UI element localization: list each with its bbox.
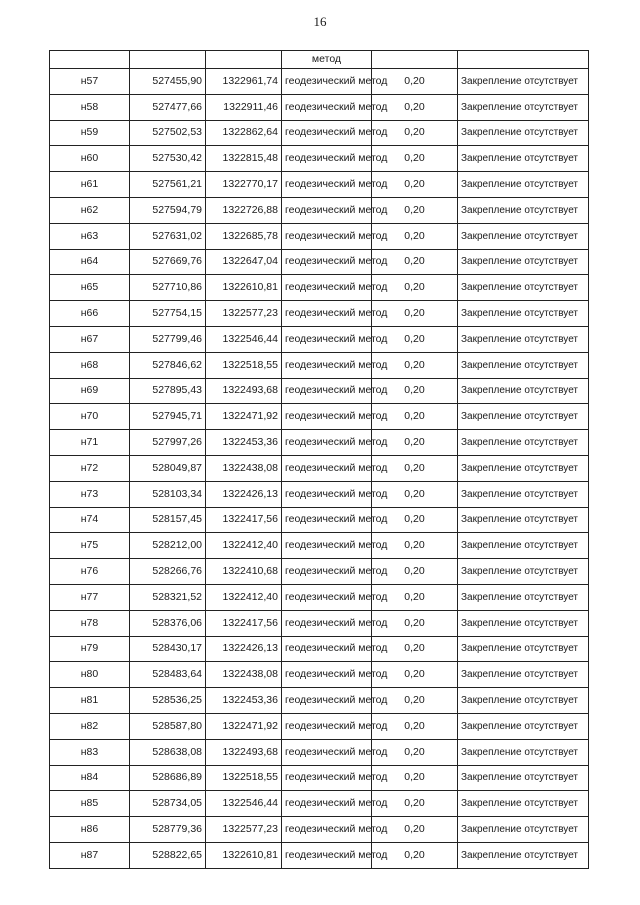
- cell-coordinate-y: 1322911,46: [206, 94, 282, 120]
- cell-fixation: Закрепление отсутствует: [458, 455, 589, 481]
- cell-accuracy: 0,20: [372, 842, 458, 868]
- cell-coordinate-x: 527846,62: [130, 352, 206, 378]
- cell-coordinate-x: 528212,00: [130, 533, 206, 559]
- cell-fixation: Закрепление отсутствует: [458, 69, 589, 95]
- page-number: 16: [313, 14, 327, 29]
- cell-accuracy: 0,20: [372, 172, 458, 198]
- cell-coordinate-x: 527502,53: [130, 120, 206, 146]
- cell-accuracy: 0,20: [372, 791, 458, 817]
- cell-method: геодезический метод: [282, 817, 372, 843]
- cell-method: геодезический метод: [282, 197, 372, 223]
- table-row: [50, 791, 589, 817]
- cell-point-number: н87: [50, 842, 130, 868]
- table-row: [50, 223, 589, 249]
- cell-method: геодезический метод: [282, 688, 372, 714]
- cell-point-number: н67: [50, 326, 130, 352]
- cell-method: геодезический метод: [282, 662, 372, 688]
- cell-coordinate-y: 1322610,81: [206, 275, 282, 301]
- cell-method: геодезический метод: [282, 94, 372, 120]
- cell-fixation: Закрепление отсутствует: [458, 430, 589, 456]
- cell-accuracy: 0,20: [372, 249, 458, 275]
- cell-fixation: Закрепление отсутствует: [458, 197, 589, 223]
- table-row: [50, 481, 589, 507]
- cell-fixation: Закрепление отсутствует: [458, 481, 589, 507]
- cell-fixation: Закрепление отсутствует: [458, 610, 589, 636]
- cell-fixation: Закрепление отсутствует: [458, 765, 589, 791]
- cell-coordinate-x: 527530,42: [130, 146, 206, 172]
- cell-fixation: Закрепление отсутствует: [458, 223, 589, 249]
- table-row: [50, 610, 589, 636]
- cell-coordinate-y: 1322438,08: [206, 662, 282, 688]
- cell-accuracy: 0,20: [372, 662, 458, 688]
- cell-coordinate-y: 1322412,40: [206, 533, 282, 559]
- cell-coordinate-x: 527799,46: [130, 326, 206, 352]
- cell-point-number: н65: [50, 275, 130, 301]
- cell-coordinate-y: 1322493,68: [206, 378, 282, 404]
- cell-fixation: Закрепление отсутствует: [458, 817, 589, 843]
- cell-point-number: н72: [50, 455, 130, 481]
- cell-coordinate-y: 1322471,92: [206, 404, 282, 430]
- cell-coordinate-x: 527477,66: [130, 94, 206, 120]
- cell-point-number: н84: [50, 765, 130, 791]
- cell-method: геодезический метод: [282, 172, 372, 198]
- cell-accuracy: 0,20: [372, 584, 458, 610]
- cell-accuracy: 0,20: [372, 455, 458, 481]
- cell-fixation: Закрепление отсутствует: [458, 301, 589, 327]
- cell-method: геодезический метод: [282, 559, 372, 585]
- cell-fixation: Закрепление отсутствует: [458, 584, 589, 610]
- table-row: [50, 739, 589, 765]
- cell-fixation: Закрепление отсутствует: [458, 404, 589, 430]
- cell-point-number: н78: [50, 610, 130, 636]
- cell-fixation: Закрепление отсутствует: [458, 275, 589, 301]
- cell-accuracy: 0,20: [372, 94, 458, 120]
- cell-coordinate-y: 1322453,36: [206, 430, 282, 456]
- cell-point-number: н61: [50, 172, 130, 198]
- cell-coordinate-x: 527997,26: [130, 430, 206, 456]
- cell-fixation: Закрепление отсутствует: [458, 249, 589, 275]
- cell-accuracy: 0,20: [372, 559, 458, 585]
- cell-method: геодезический метод: [282, 146, 372, 172]
- cell-accuracy: 0,20: [372, 430, 458, 456]
- table-row: [50, 559, 589, 585]
- cell-method: геодезический метод: [282, 481, 372, 507]
- cell-coordinate-x: 528587,80: [130, 713, 206, 739]
- continuation-cell-fixation: [458, 51, 589, 69]
- table-row: [50, 636, 589, 662]
- table-row: [50, 378, 589, 404]
- cell-coordinate-y: 1322417,56: [206, 610, 282, 636]
- cell-point-number: н79: [50, 636, 130, 662]
- cell-coordinate-y: 1322471,92: [206, 713, 282, 739]
- cell-coordinate-x: 528686,89: [130, 765, 206, 791]
- cell-fixation: Закрепление отсутствует: [458, 326, 589, 352]
- cell-coordinate-x: 528734,05: [130, 791, 206, 817]
- cell-point-number: н76: [50, 559, 130, 585]
- cell-coordinate-y: 1322412,40: [206, 584, 282, 610]
- cell-coordinate-x: 528321,52: [130, 584, 206, 610]
- table-row: [50, 455, 589, 481]
- cell-point-number: н73: [50, 481, 130, 507]
- continuation-row: [50, 51, 589, 69]
- cell-coordinate-x: 527669,76: [130, 249, 206, 275]
- cell-point-number: н86: [50, 817, 130, 843]
- table-row: [50, 765, 589, 791]
- cell-coordinate-x: 528376,06: [130, 610, 206, 636]
- cell-coordinate-y: 1322610,81: [206, 842, 282, 868]
- cell-coordinate-x: 528638,08: [130, 739, 206, 765]
- cell-point-number: н58: [50, 94, 130, 120]
- cell-coordinate-y: 1322417,56: [206, 507, 282, 533]
- cell-method: геодезический метод: [282, 507, 372, 533]
- cell-accuracy: 0,20: [372, 223, 458, 249]
- cell-accuracy: 0,20: [372, 352, 458, 378]
- table-row: [50, 249, 589, 275]
- cell-fixation: Закрепление отсутствует: [458, 146, 589, 172]
- cell-method: геодезический метод: [282, 69, 372, 95]
- cell-coordinate-y: 1322770,17: [206, 172, 282, 198]
- cell-point-number: н60: [50, 146, 130, 172]
- table-row: [50, 352, 589, 378]
- table-row: [50, 404, 589, 430]
- cell-point-number: н64: [50, 249, 130, 275]
- cell-coordinate-y: 1322577,23: [206, 817, 282, 843]
- cell-method: геодезический метод: [282, 765, 372, 791]
- cell-coordinate-y: 1322546,44: [206, 791, 282, 817]
- cell-point-number: н59: [50, 120, 130, 146]
- cell-method: геодезический метод: [282, 584, 372, 610]
- cell-accuracy: 0,20: [372, 301, 458, 327]
- cell-accuracy: 0,20: [372, 507, 458, 533]
- cell-method: геодезический метод: [282, 533, 372, 559]
- cell-accuracy: 0,20: [372, 275, 458, 301]
- cell-coordinate-x: 528536,25: [130, 688, 206, 714]
- cell-fixation: Закрепление отсутствует: [458, 688, 589, 714]
- continuation-cell-method: метод: [282, 51, 372, 69]
- cell-point-number: н68: [50, 352, 130, 378]
- cell-coordinate-x: 528779,36: [130, 817, 206, 843]
- cell-point-number: н85: [50, 791, 130, 817]
- cell-coordinate-x: 527631,02: [130, 223, 206, 249]
- cell-method: геодезический метод: [282, 275, 372, 301]
- table-row: [50, 94, 589, 120]
- table-row: [50, 146, 589, 172]
- cell-point-number: н83: [50, 739, 130, 765]
- cell-coordinate-y: 1322410,68: [206, 559, 282, 585]
- cell-point-number: н81: [50, 688, 130, 714]
- table-row: [50, 326, 589, 352]
- cell-fixation: Закрепление отсутствует: [458, 94, 589, 120]
- cell-fixation: Закрепление отсутствует: [458, 172, 589, 198]
- cell-coordinate-y: 1322546,44: [206, 326, 282, 352]
- continuation-cell-x: [130, 51, 206, 69]
- cell-coordinate-y: 1322518,55: [206, 352, 282, 378]
- cell-coordinate-y: 1322961,74: [206, 69, 282, 95]
- cell-coordinate-x: 527754,15: [130, 301, 206, 327]
- cell-point-number: н77: [50, 584, 130, 610]
- cell-fixation: Закрепление отсутствует: [458, 739, 589, 765]
- table-row: [50, 688, 589, 714]
- cell-accuracy: 0,20: [372, 326, 458, 352]
- cell-accuracy: 0,20: [372, 636, 458, 662]
- cell-point-number: н63: [50, 223, 130, 249]
- cell-method: геодезический метод: [282, 223, 372, 249]
- table-row: [50, 172, 589, 198]
- table-row: [50, 507, 589, 533]
- cell-coordinate-x: 527455,90: [130, 69, 206, 95]
- cell-method: геодезический метод: [282, 842, 372, 868]
- cell-coordinate-y: 1322726,88: [206, 197, 282, 223]
- cell-point-number: н69: [50, 378, 130, 404]
- cell-fixation: Закрепление отсутствует: [458, 713, 589, 739]
- cell-accuracy: 0,20: [372, 817, 458, 843]
- cell-fixation: Закрепление отсутствует: [458, 791, 589, 817]
- cell-accuracy: 0,20: [372, 378, 458, 404]
- table-row: [50, 662, 589, 688]
- cell-coordinate-y: 1322518,55: [206, 765, 282, 791]
- table-row: [50, 197, 589, 223]
- cell-coordinate-y: 1322426,13: [206, 481, 282, 507]
- cell-coordinate-x: 527594,79: [130, 197, 206, 223]
- table-row: [50, 817, 589, 843]
- cell-accuracy: 0,20: [372, 197, 458, 223]
- continuation-cell-accuracy: [372, 51, 458, 69]
- cell-fixation: Закрепление отсутствует: [458, 636, 589, 662]
- cell-coordinate-y: 1322862,64: [206, 120, 282, 146]
- continuation-cell-point: [50, 51, 130, 69]
- cell-point-number: н74: [50, 507, 130, 533]
- cell-point-number: н57: [50, 69, 130, 95]
- cell-method: геодезический метод: [282, 636, 372, 662]
- cell-point-number: н82: [50, 713, 130, 739]
- cell-method: геодезический метод: [282, 249, 372, 275]
- cell-accuracy: 0,20: [372, 146, 458, 172]
- cell-coordinate-x: 528157,45: [130, 507, 206, 533]
- cell-point-number: н70: [50, 404, 130, 430]
- cell-method: геодезический метод: [282, 404, 372, 430]
- cell-coordinate-x: 527710,86: [130, 275, 206, 301]
- cell-coordinate-x: 528822,65: [130, 842, 206, 868]
- cell-coordinate-y: 1322426,13: [206, 636, 282, 662]
- table-row: [50, 533, 589, 559]
- cell-method: геодезический метод: [282, 430, 372, 456]
- cell-coordinate-y: 1322438,08: [206, 455, 282, 481]
- table-row: [50, 584, 589, 610]
- cell-coordinate-x: 528430,17: [130, 636, 206, 662]
- cell-fixation: Закрепление отсутствует: [458, 662, 589, 688]
- coordinates-table-body: [50, 51, 589, 869]
- cell-point-number: н66: [50, 301, 130, 327]
- cell-accuracy: 0,20: [372, 765, 458, 791]
- cell-fixation: Закрепление отсутствует: [458, 120, 589, 146]
- table-row: [50, 69, 589, 95]
- cell-method: геодезический метод: [282, 301, 372, 327]
- cell-coordinate-y: 1322493,68: [206, 739, 282, 765]
- cell-accuracy: 0,20: [372, 713, 458, 739]
- cell-fixation: Закрепление отсутствует: [458, 352, 589, 378]
- cell-method: геодезический метод: [282, 610, 372, 636]
- cell-method: геодезический метод: [282, 326, 372, 352]
- coordinates-table: [49, 50, 589, 869]
- cell-coordinate-y: 1322647,04: [206, 249, 282, 275]
- cell-accuracy: 0,20: [372, 69, 458, 95]
- table-row: [50, 842, 589, 868]
- cell-fixation: Закрепление отсутствует: [458, 842, 589, 868]
- cell-coordinate-x: 528049,87: [130, 455, 206, 481]
- cell-method: геодезический метод: [282, 791, 372, 817]
- continuation-cell-y: [206, 51, 282, 69]
- cell-method: геодезический метод: [282, 713, 372, 739]
- cell-method: геодезический метод: [282, 378, 372, 404]
- cell-method: геодезический метод: [282, 739, 372, 765]
- cell-accuracy: 0,20: [372, 610, 458, 636]
- cell-coordinate-x: 527945,71: [130, 404, 206, 430]
- cell-point-number: н75: [50, 533, 130, 559]
- cell-coordinate-x: 528103,34: [130, 481, 206, 507]
- cell-coordinate-y: 1322685,78: [206, 223, 282, 249]
- cell-point-number: н62: [50, 197, 130, 223]
- cell-point-number: н80: [50, 662, 130, 688]
- cell-coordinate-y: 1322577,23: [206, 301, 282, 327]
- cell-fixation: Закрепление отсутствует: [458, 378, 589, 404]
- cell-fixation: Закрепление отсутствует: [458, 507, 589, 533]
- cell-coordinate-x: 528483,64: [130, 662, 206, 688]
- cell-method: геодезический метод: [282, 120, 372, 146]
- cell-point-number: н71: [50, 430, 130, 456]
- cell-coordinate-x: 527895,43: [130, 378, 206, 404]
- cell-method: геодезический метод: [282, 352, 372, 378]
- cell-accuracy: 0,20: [372, 533, 458, 559]
- cell-coordinate-y: 1322815,48: [206, 146, 282, 172]
- cell-accuracy: 0,20: [372, 120, 458, 146]
- table-row: [50, 120, 589, 146]
- cell-accuracy: 0,20: [372, 688, 458, 714]
- cell-method: геодезический метод: [282, 455, 372, 481]
- table-row: [50, 301, 589, 327]
- cell-accuracy: 0,20: [372, 739, 458, 765]
- cell-coordinate-x: 527561,21: [130, 172, 206, 198]
- table-row: [50, 275, 589, 301]
- cell-fixation: Закрепление отсутствует: [458, 559, 589, 585]
- cell-coordinate-x: 528266,76: [130, 559, 206, 585]
- cell-accuracy: 0,20: [372, 481, 458, 507]
- table-row: [50, 430, 589, 456]
- table-row: [50, 713, 589, 739]
- cell-fixation: Закрепление отсутствует: [458, 533, 589, 559]
- cell-accuracy: 0,20: [372, 404, 458, 430]
- cell-coordinate-y: 1322453,36: [206, 688, 282, 714]
